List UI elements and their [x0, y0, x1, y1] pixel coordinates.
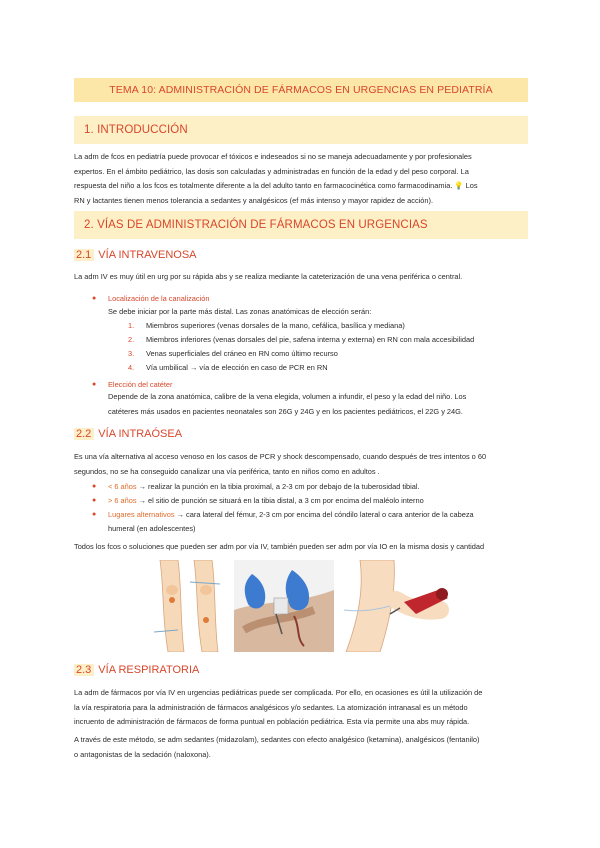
subsection-title: VÍA INTRAVENOSA — [98, 249, 197, 261]
io-intro — [74, 450, 528, 479]
bullet-subtext: Se debe iniciar por la parte más distal. Las zonas anatómicas de elección serán: — [108, 307, 372, 316]
list-text: Miembros inferiores (venas dorsales del pie, safena interna y externa) en RN con mala accesibilidad — [146, 335, 475, 344]
subsection-heading-intraosea — [74, 425, 182, 443]
text-line: Es una vía alternativa al acceso venoso en los casos de PCR y shock descompensado, cuando después de tres intentos o 60 — [74, 452, 487, 461]
text-line: la vía respiratoria para la administración de fármacos analgésicos y/o sedantes. La atomización intranasal es un método — [74, 702, 468, 712]
text-line: segundos, no se ha conseguido canalizar una vía periférica, tanto en niños como en adultos . — [74, 466, 380, 476]
text-line: La adm de fármacos por vía IV en urgencias pediátricas puede ser complicada. Por ello, en ocasiones es útil la utilización de — [74, 688, 483, 697]
io-closing: Todos los fcos o soluciones que pueden ser adm por vía IV, también pueden ser adm por vía IO en la misma dosis y cantidad — [74, 542, 485, 551]
text-line: A través de este método, se adm sedantes (midazolam), sedantes con efecto analgésico (ketamina), analgésicos (fentanilo) — [74, 735, 480, 744]
section-heading-vias: 2. VÍAS DE ADMINISTRACIÓN DE FÁRMACOS EN URGENCIAS — [74, 211, 528, 239]
intro-paragraph — [74, 150, 528, 208]
photo-io-procedure — [234, 560, 334, 652]
bullet-label: Localización de la canalización — [108, 294, 210, 303]
bullet-text: humeral (en adolescentes) — [108, 524, 196, 533]
bullet-text: → realizar la punción en la tibia proximal, a 2-3 cm por debajo de la tuberosidad tibial. — [136, 482, 420, 491]
illustration-legs — [150, 560, 228, 652]
bullet-dot-icon: ● — [92, 497, 97, 504]
list-number: 1. — [128, 321, 135, 330]
text-line: La adm de fcos en pediatría puede provocar ef tóxicos e indeseados si no se maneja adecuadamente y por profesionales — [74, 152, 472, 161]
resp-paragraph-1 — [74, 686, 528, 730]
bullet-label: < 6 años — [108, 482, 137, 491]
bullet-dot-icon: ● — [92, 511, 97, 518]
subsection-title: VÍA RESPIRATORIA — [98, 664, 200, 676]
list-text: Miembros superiores (venas dorsales de la mano, cefálica, basílica y mediana) — [146, 321, 405, 330]
bullet-dot-icon: ● — [92, 381, 97, 388]
subsection-number: 2.2 — [74, 428, 94, 440]
bullet-dot-icon: ● — [92, 295, 97, 302]
list-text: Venas superficiales del cráneo en RN como último recurso — [146, 349, 338, 358]
iv-intro: La adm IV es muy útil en urg por su rápida abs y se realiza mediante la cateterización de una vena periférica o central. — [74, 272, 463, 281]
list-number: 3. — [128, 349, 135, 358]
io-procedure-photo-icon — [234, 560, 334, 652]
list-number: 2. — [128, 335, 135, 344]
text-line: catéteres más usados en pacientes neonatales son 26G y 24G y en los pacientes pediátricos, el 22G y 24G. — [108, 406, 463, 416]
section-heading-introduccion: 1. INTRODUCCIÓN — [74, 116, 528, 144]
list-text: Vía umbilical → vía de elección en caso de PCR en RN — [146, 363, 328, 372]
subsection-number: 2.1 — [74, 249, 94, 261]
text-line: incruento de administración de fármacos de forma puntual en población pediátrica. Esta vía permite una abs muy rápida. — [74, 717, 470, 726]
bullet-label: Lugares alternativos — [108, 510, 175, 519]
resp-paragraph-2 — [74, 733, 528, 762]
bullet-label: > 6 años — [108, 496, 137, 505]
bullet-text: → cara lateral del fémur, 2-3 cm por encima del cóndilo lateral o cara anterior de la cabeza — [174, 510, 474, 519]
io-gun-illustration-icon — [340, 560, 460, 652]
illustration-io-gun — [340, 560, 460, 652]
legs-illustration-icon — [150, 560, 228, 652]
text-line: expertos. En el ámbito pediátrico, las dosis son calculadas y administradas en función de la edad y del peso corporal. La — [74, 166, 469, 176]
subsection-title: VÍA INTRAÓSEA — [98, 428, 183, 440]
subsection-heading-intravenosa — [74, 246, 197, 264]
subsection-number: 2.3 — [74, 664, 94, 676]
document-title: TEMA 10: ADMINISTRACIÓN DE FÁRMACOS EN URGENCIAS EN PEDIATRÍA — [74, 78, 528, 102]
text-line: respuesta del niño a los fcos es totalmente diferente a la del adulto tanto en farmacocinética como farmacodinamia. 💡 Los — [74, 181, 478, 190]
subsection-heading-respiratoria — [74, 661, 199, 679]
bullet-dot-icon: ● — [92, 483, 97, 490]
list-number: 4. — [128, 363, 135, 372]
bullet-label: Elección del catéter — [108, 380, 173, 389]
bullet-body — [108, 390, 528, 419]
text-line: RN y lactantes tienen menos tolerancia a sedantes y analgésicos (ef más intenso y mayor rapidez de acción). — [74, 195, 434, 205]
text-line: o antagonistas de la sedación (naloxona). — [74, 749, 211, 759]
bullet-text: → el sitio de punción se situará en la tibia distal, a 3 cm por encima del maléolo interno — [136, 496, 424, 505]
text-line: Depende de la zona anatómica, calibre de la vena elegida, volumen a infundir, el peso y la edad del niño. Los — [108, 392, 467, 401]
